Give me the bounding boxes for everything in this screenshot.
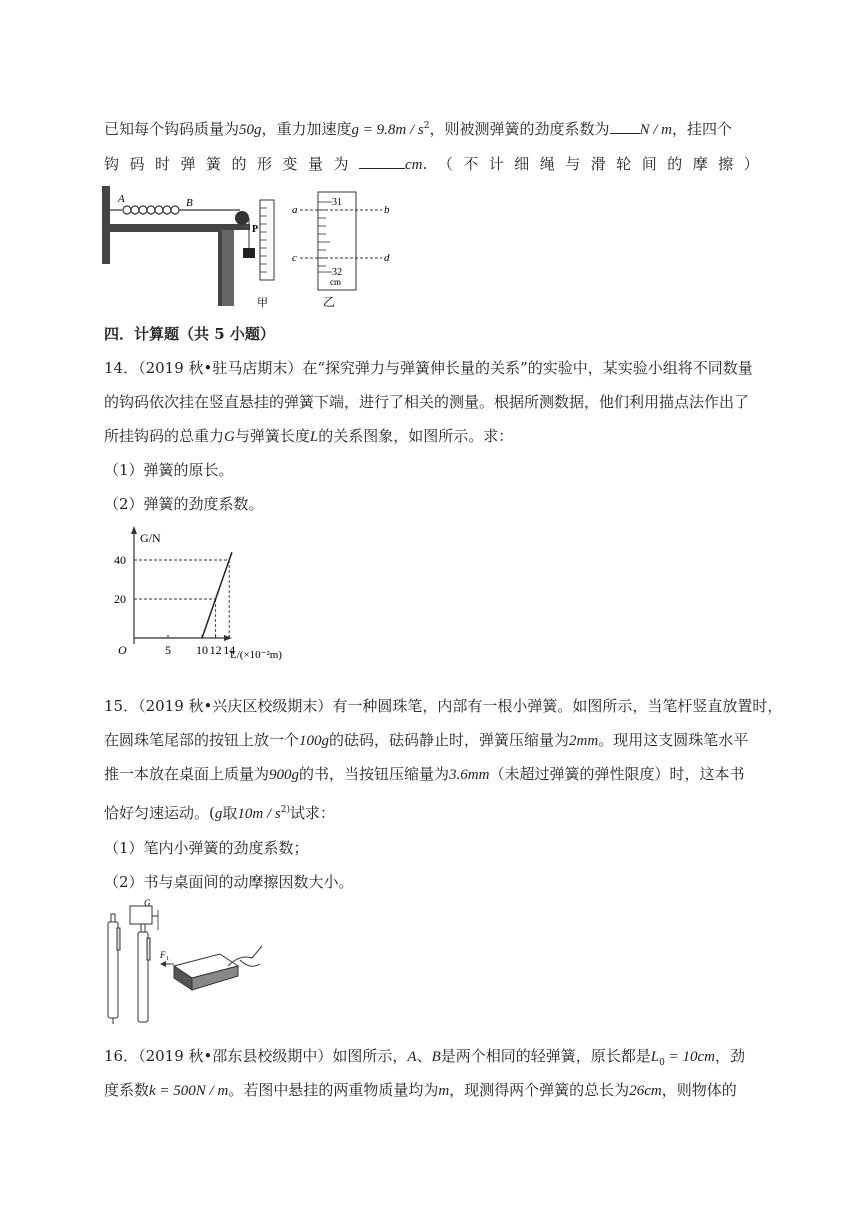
q14-sub-1: （1）弹簧的原长。: [104, 461, 234, 479]
x-tick-5: 5: [165, 643, 171, 657]
pulley: [235, 211, 249, 225]
section-heading: 四．计算题（共 5 小题）: [104, 325, 275, 343]
x-tick-10: 10: [196, 643, 208, 657]
label-jia: 甲: [257, 297, 268, 309]
q15-line-2: 在圆珠笔尾部的按钮上放一个100g的砝码，砝码静止时，弹簧压缩量为2mm。现用这支圆珠笔水平: [104, 731, 749, 749]
y-axis-label: G/N: [140, 531, 161, 545]
label-F: F: [160, 950, 166, 960]
q15-figure: [100, 896, 270, 1026]
answer-blank-1[interactable]: [610, 119, 640, 134]
pen-left: [108, 914, 120, 1024]
label-B: B: [186, 197, 193, 209]
q14-line-1: 14．（2019 秋•驻马店期末）在“探究弹力与弹簧伸长量的关系”的实验中，某实验小组将不同数量: [104, 359, 753, 377]
wall: [102, 186, 110, 264]
tick-31: 31: [332, 197, 342, 208]
label-P: P: [252, 224, 259, 235]
tick-32: 32: [332, 267, 342, 278]
q14-line-3: 所挂钩码的总重力G与弹簧长度L的关系图象，如图所示。求：: [104, 427, 514, 445]
g-l-chart: [112, 524, 312, 666]
pen-right: [130, 906, 152, 1022]
answer-blank-2[interactable]: [359, 154, 405, 169]
origin-label: O: [118, 643, 127, 657]
spring: [110, 206, 240, 214]
q14-line-2: 的钩码依次挂在竖直悬挂的弹簧下端，进行了相关的测量。根据所测数据，他们利用描点法作出了: [104, 393, 750, 411]
label-A: A: [118, 193, 125, 205]
table-leg: [222, 230, 234, 306]
q15-line-3: 推一本放在桌面上质量为900g的书，当按钮压缩量为3.6mm（未超过弹簧的弹性限度）时，这本书: [104, 765, 745, 783]
q13-line-2: 钩码时弹簧的形变量为 cm.（不计细绳与滑轮间的摩擦）: [104, 155, 770, 173]
q16-line-1: 16．（2019 秋•邵东县校级期中）如图所示，A、B是两个相同的轻弹簧，原长都是$L_0 = 10cm$，劲: [104, 1047, 745, 1068]
q15-line-4: 恰好匀速运动。(g取$10m / s^{2)}$试求：: [104, 804, 335, 822]
q13-line-1: 已知每个钩码质量为50g，重力加速度$g = 9.8m / s^2$，则被测弹簧的劲度系数为 N / m，挂四个: [104, 120, 733, 138]
label-a: a: [292, 204, 298, 216]
label-G: G: [144, 898, 151, 908]
q16-line-2: 度系数k = 500N / m。若图中悬挂的两重物质量均为m，现测得两个弹簧的总长为26cm，则物体的: [104, 1081, 737, 1099]
label-b: b: [384, 204, 390, 216]
data-line: [202, 552, 232, 638]
x-axis-label: L/(×10⁻²m): [230, 649, 282, 661]
q15-sub-1: （1）笔内小弹簧的劲度系数；: [104, 839, 309, 857]
q15-sub-2: （2）书与桌面间的动摩擦因数大小。: [104, 873, 354, 891]
q14-sub-2: （2）弹簧的劲度系数。: [104, 495, 264, 513]
q13-figure: [100, 186, 410, 310]
y-tick-40: 40: [114, 553, 126, 567]
book: [174, 954, 238, 990]
hanging-weight: [243, 248, 255, 258]
y-axis-arrow: [131, 526, 137, 534]
tick-cm: cm: [330, 277, 341, 287]
label-c: c: [292, 252, 297, 264]
table-edge: [110, 230, 220, 306]
y-tick-20: 20: [114, 592, 126, 606]
q15-line-1: 15．（2019 秋•兴庆区校级期末）有一种圆珠笔，内部有一根小弹簧。如图所示，当笔杆竖直放置时，: [104, 697, 783, 715]
x-tick-12: 12: [209, 643, 222, 657]
x-axis-arrow: [224, 635, 232, 641]
label-d: d: [384, 252, 390, 264]
x-tick-14: 14: [223, 643, 236, 657]
label-F-sub: 1: [166, 956, 169, 962]
label-yi: 乙: [323, 295, 336, 309]
